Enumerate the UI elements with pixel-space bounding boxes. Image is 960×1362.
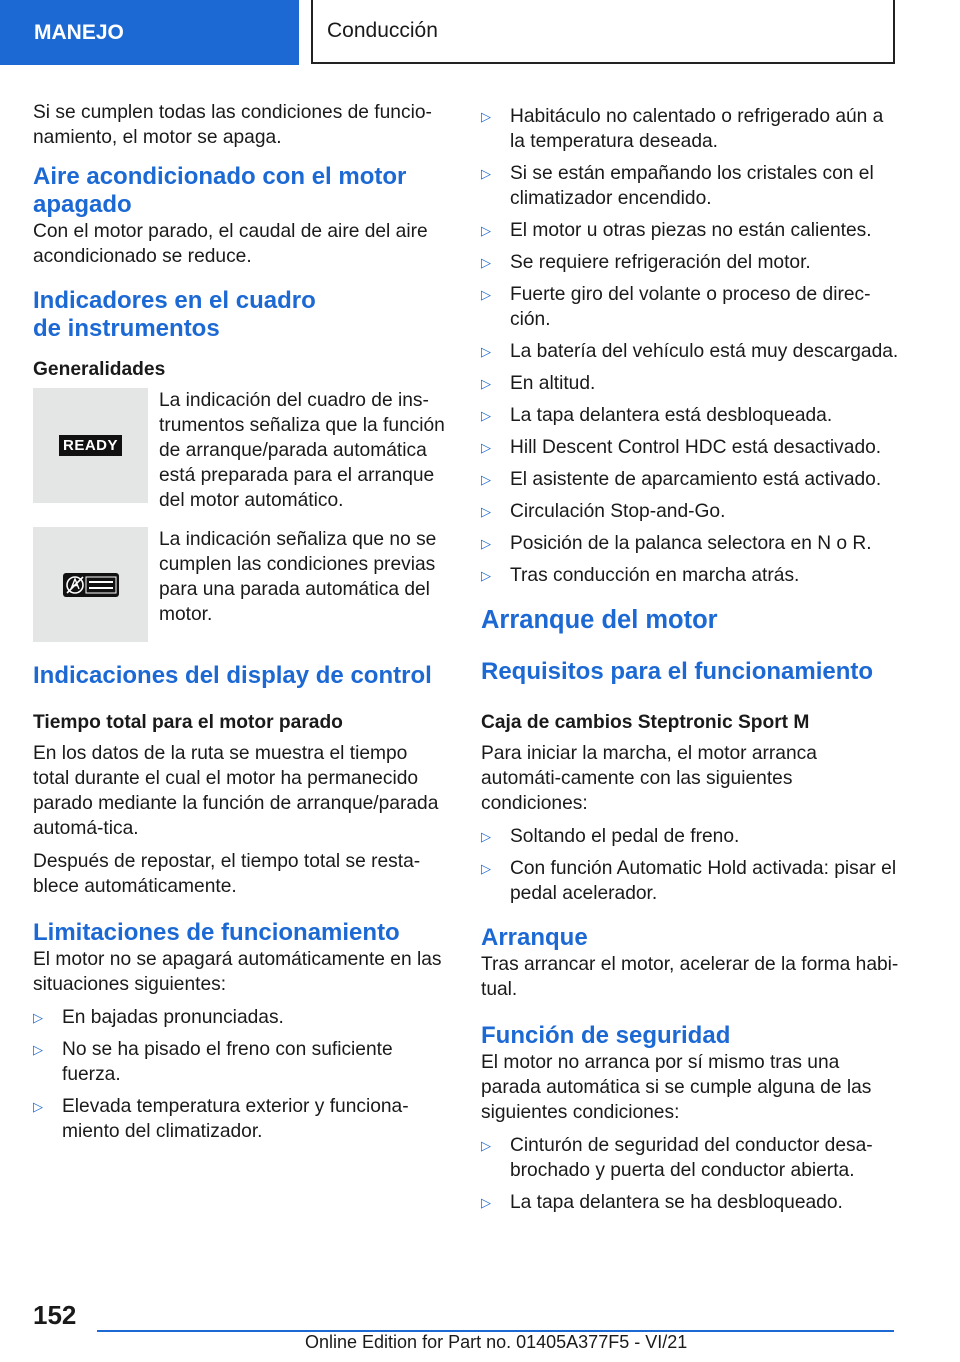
list-item: ▷ Posición de la palanca selectora en N o R. [481,533,872,554]
list-item: ▷ El motor u otras piezas no están calientes. [481,220,872,241]
ready-indicator-row [33,388,445,513]
paragraph-arranque: Tras arrancar el motor, acelerar de la forma habi-tual. [481,954,899,1000]
left-column [33,100,445,1151]
triangle-bullet-icon: ▷ [481,440,491,455]
triangle-bullet-icon: ▷ [481,536,491,551]
section-tab[interactable]: MANEJO [0,0,299,65]
page-title: Conducción [311,0,895,64]
list-item: ▷ Con función Automatic Hold activada: pisar el pedal acelerador. [481,858,897,904]
start-stop-indicator-image [33,527,148,642]
list-item: ▷ La batería del vehículo está muy descargada. [481,341,899,362]
list-item: ▷ Si se están empañando los cristales con el climatizador encendido. [481,163,874,209]
heading-aire: Aire acondicionado con el motor apagado [33,163,407,218]
triangle-bullet-icon: ▷ [481,1138,491,1153]
triangle-bullet-icon: ▷ [481,344,491,359]
ready-description: La indicación del cuadro de ins-trumentos señaliza que la función de arranque/parada automática está preparada para el arranque del motor automático. [159,390,445,511]
stop-indicator-row [33,527,445,642]
triangle-bullet-icon: ▷ [481,376,491,391]
triangle-bullet-icon: ▷ [481,109,491,124]
list-item: ▷ La tapa delantera se ha desbloqueado. [481,1192,843,1213]
triangle-bullet-icon: ▷ [481,287,491,302]
heading-generalidades: Generalidades [33,359,166,380]
heading-seguridad: Función de seguridad [481,1022,731,1049]
page-number: 152 [33,1300,77,1330]
triangle-bullet-icon: ▷ [481,166,491,181]
list-item: ▷ No se ha pisado el freno con suficiente fuerza. [33,1039,393,1085]
list-seguridad [481,1133,899,1215]
triangle-bullet-icon: ▷ [481,861,491,876]
list-limitaciones [33,1005,445,1144]
start-stop-icon [63,573,119,597]
paragraph-seguridad: El motor no arranca por sí mismo tras una parada automática si se cumple alguna de las siguientes condiciones: [481,1052,872,1123]
list-item: ▷ Fuerte giro del volante o proceso de direc-ción. [481,284,871,330]
list-item: ▷ Se requiere refrigeración del motor. [481,252,811,273]
ready-indicator-image [33,388,148,503]
triangle-bullet-icon: ▷ [481,472,491,487]
heading-caja: Caja de cambios Steptronic Sport M [481,712,810,733]
list-caja [481,824,899,906]
triangle-bullet-icon: ▷ [481,504,491,519]
triangle-bullet-icon: ▷ [481,1195,491,1210]
triangle-bullet-icon: ▷ [33,1010,43,1025]
heading-arranque-motor: Arranque del motor [481,606,718,634]
list-item: ▷ Hill Descent Control HDC está desactivado. [481,437,882,458]
list-limitaciones-cont [481,104,899,588]
heading-requisitos: Requisitos para el funcionamiento [481,658,874,685]
intro-paragraph: Si se cumplen todas las condiciones de funcio-namiento, el motor se apaga. [33,102,432,148]
stop-description: La indicación señaliza que no se cumplen las condiciones previas para una parada automática del motor. [159,529,437,625]
paragraph-tiempo-1: En los datos de la ruta se muestra el tiempo total durante el cual el motor ha permanecido parado mediante la función de arranque/parada automá-tica. [33,743,439,839]
list-item: ▷ En bajadas pronunciadas. [33,1007,284,1028]
right-column [481,104,899,1222]
heading-arranque: Arranque [481,924,588,951]
paragraph-caja: Para iniciar la marcha, el motor arranca automáti-camente con las siguientes condiciones: [481,743,817,814]
triangle-bullet-icon: ▷ [33,1099,43,1114]
list-item: ▷ En altitud. [481,373,596,394]
footer-edition: Online Edition for Part no. 01405A377F5 - VI/21 [305,1332,688,1352]
paragraph-limitaciones: El motor no se apagará automáticamente en las situaciones siguientes: [33,949,442,995]
heading-display: Indicaciones del display de control [33,662,432,689]
triangle-bullet-icon: ▷ [481,568,491,583]
list-item: ▷ Tras conducción en marcha atrás. [481,565,800,586]
ready-badge: READY [59,435,122,456]
heading-limitaciones: Limitaciones de funcionamiento [33,919,400,946]
list-item: ▷ Cinturón de seguridad del conductor desa-brochado y puerta del conductor abierta. [481,1135,873,1181]
heading-tiempo: Tiempo total para el motor parado [33,712,343,733]
list-item: ▷ La tapa delantera está desbloqueada. [481,405,833,426]
triangle-bullet-icon: ▷ [481,223,491,238]
heading-indicadores: Indicadores en el cuadro de instrumentos [33,287,316,342]
triangle-bullet-icon: ▷ [481,408,491,423]
list-item: ▷ Habitáculo no calentado o refrigerado aún a la temperatura deseada. [481,106,884,152]
paragraph-aire: Con el motor parado, el caudal de aire del aire acondicionado se reduce. [33,221,428,267]
triangle-bullet-icon: ▷ [481,255,491,270]
triangle-bullet-icon: ▷ [33,1042,43,1057]
list-item: ▷ El asistente de aparcamiento está activado. [481,469,882,490]
list-item: ▷ Circulación Stop-and-Go. [481,501,726,522]
triangle-bullet-icon: ▷ [481,829,491,844]
list-item: ▷ Soltando el pedal de freno. [481,826,740,847]
list-item: ▷ Elevada temperatura exterior y funciona-miento del climatizador. [33,1096,409,1142]
paragraph-tiempo-2: Después de repostar, el tiempo total se resta-blece automáticamente. [33,851,421,897]
